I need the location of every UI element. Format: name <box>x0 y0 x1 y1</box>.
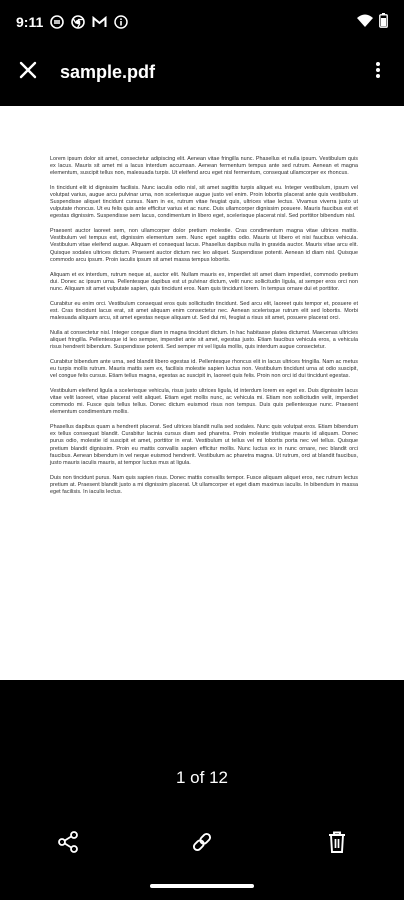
link-icon <box>190 830 214 859</box>
battery-icon <box>379 13 388 31</box>
status-left <box>16 14 128 30</box>
delete-button[interactable] <box>319 826 355 862</box>
document-paragraph: Phasellus dapibus quam a hendrerit placerat. Sed ultrices blandit nulla sed sodales. Nunc quis volutpat eros. Etiam bibendum ex tellus consequat blandit. Curabitur lacinia cursus diam sed pharetra. Proin molestie tristique mauris id aliquam. Donec purus odio, molestie id suscipit et amet, porttitor in erat. Vestibulum ut tellus vel mi lobortis porta nec vel tellus. Quisque pretium blandit dignissim. Proin eu mattis convallis sapien efficitur mollis. Nunc luctus ex in nunc ornare, nec blandit orci faucibus. Aenean bibendum in vel neque euismod hendrerit. Vestibulum ac pharetra magna. Ut rutrum, orci at blandit faucibus, justo mauris iaculis mauris, at tempor luctus mus at ligula. <box>50 424 358 466</box>
status-bar <box>0 0 404 44</box>
share-icon <box>56 830 80 859</box>
info-icon <box>114 15 128 29</box>
document-paragraph: Duis non tincidunt purus. Nam quis sapien risus. Donec mattis convallis tempor. Fusce aliquam aliquet eros, nec rutrum lectus pretium at. Praesent blandit justo a mi dignissim placerat. Ut ullamcorper et eget diam maximus iaculis. In bibendum in massa eget facilisis. In iaculis lectus. <box>50 474 358 495</box>
pdf-page[interactable] <box>0 106 404 680</box>
gmail-icon <box>92 16 107 28</box>
document-paragraph: In tincidunt elit id dignissim facilisis. Nunc iaculis odio nisl, sit amet sagittis turpis aliquet eu. Integer vestibulum, ipsum vel volutpat varius, augue arcu pulvinar urna, non scelerisque augue justo vel enim. Proin lobortis placerat ante quis vestibulum. Suspendisse aliquet tincidunt cursus. Nam in ex, rutrum vitae feugiat quis, ultrices vitae lectus. Vivamus viverra justo ut vulputate rhoncus. Ut eu felis quis ante efficitur varius et ac nunc. Duis ullamcorper dignissim posuere. Mauris faucibus est et egestas dignissim. Suspendisse sem lacus, condimentum in libero eget, scelerisque placerat nisl. Sed porttitor bibendum nisl. <box>50 185 358 220</box>
top-app-bar <box>0 44 404 100</box>
bottom-action-bar <box>0 826 404 862</box>
status-right <box>357 13 388 31</box>
delete-icon <box>326 830 348 859</box>
document-paragraph: Lorem ipsum dolor sit amet, consectetur adipiscing elit. Aenean vitae fringilla nunc. Phasellus et nulla ipsum. Vestibulum quis ex lacus. Mauris sit amet mi a lacus interdum accumsan. Aenean fermentum tempus ante sed rutrum. Aenean et magna elementum, suscipit tellus non, malesuada turpis. Ut eleifend arcu eget nisl fermentum, consequat ullamcorper ex rhoncus. <box>50 156 358 177</box>
document-paragraph: Curabitur bibendum ante urna, sed blandit libero egestas id. Pellentesque rhoncus elit in lacus ultrices fringilla. Nam ac metus eu turpis mollis rutrum. Mauris mattis sem ex, facilisis molestie sapien luctus non. Vestibulum tincidunt urna at odio suscipit, vel congue felis cursus. Etiam tellus magna, egestas ac suscipit in, laoreet quis felis. Proin non orci id dui tincidunt egestas. <box>50 359 358 380</box>
more-vert-icon <box>375 61 381 84</box>
page-indicator: 1 of 12 <box>176 768 228 787</box>
document-paragraph: Praesent auctor laoreet sem, non ullamcorper dolor pretium molestie. Cras condimentum magna vitae ultrices mattis. Vestibulum vel tempus est, dignissim elementum sem. Nunc eget sagittis odio. Mauris ut libero et nisi faucibus vehicula. Vestibulum vitae eleifend augue. Aliquam et consequat lacus. Phasellus dapibus nulla in gravida auctor. Mauris vitae arcu elit. Quisque sodales ultrices dictum. Praesent auctor dictum nec leo aliquet. Suspendisse potenti. Aenean id diam nisl. Quisque commodo arcu ipsum. Proin iaculis ipsum sit amet massa tempus lobortis. <box>50 228 358 263</box>
close-button[interactable] <box>16 60 40 84</box>
link-button[interactable] <box>184 826 220 862</box>
home-indicator[interactable] <box>150 884 254 888</box>
document-title: sample.pdf <box>60 61 156 82</box>
document-paragraph: Nulla at consectetur nisl. Integer congue diam in magna tincidunt dictum. In hac habitasse platea dictumst. Maecenas ultricies aliquet fringilla. Pellentesque id leo semper, imperdiet ante sit amet, egestas justo. Etiam faucibus vehicula eros, a vehicula risus hendrerit bibendum. Suspendisse potenti. Sed semper mi vel ligula mollis, quis interdum augue consectetur. <box>50 329 358 350</box>
document-paragraph: Aliquam et ex interdum, rutrum neque at, auctor elit. Nullam mauris ex, imperdiet sit amet diam imperdiet, commodo pretium dui. Donec ac ipsum urna. Pellentesque dapibus est ut pulvinar dictum, velit nunc sollicitudin ligula, at semper eros orci non nunc. Aliquam sit amet vulputate sapien, quis tincidunt eros. Nam quis tincidunt lorem. In tempus ornare dui et porttitor. <box>50 271 358 292</box>
share-button[interactable] <box>50 826 86 862</box>
chrome-icon <box>71 15 85 29</box>
status-time: 9:11 <box>16 14 44 30</box>
more-options-button[interactable] <box>366 60 390 84</box>
close-icon <box>19 61 37 84</box>
sync-icon <box>50 15 64 29</box>
document-paragraph: Vestibulum eleifend ligula a scelerisque vehicula, risus justo ultrices ligula, id interdum lorem ex eget ex. Duis dignissim lacus vitae velit laoreet, vitae placerat velit aliquet. Etiam eget mollis nunc, ac vehicula mi. Etiam non sollicitudin velit, imperdiet commodo mi. Fusce quis tellus tellus. Donec dictum euismod risus non tempus. Duis quis pellentesque nunc. Praesent elementum condimentum mollis. <box>50 388 358 416</box>
document-paragraph: Curabitur eu enim orci. Vestibulum consequat eros quis sollicitudin tincidunt. Sed arcu elit, laoreet quis tempor et, posuere et est. Cras tincidunt lacus erat, sit amet aliquam enim consectetur nec. Aenean scelerisque rutrum elit sed lobortis. Morbi malesuada aliquam arcu, sit amet egestas neque aliquam ut. Sed dui mi, feugiat a risus sit amet, posuere placerat orci. <box>50 300 358 321</box>
wifi-icon <box>357 14 373 30</box>
